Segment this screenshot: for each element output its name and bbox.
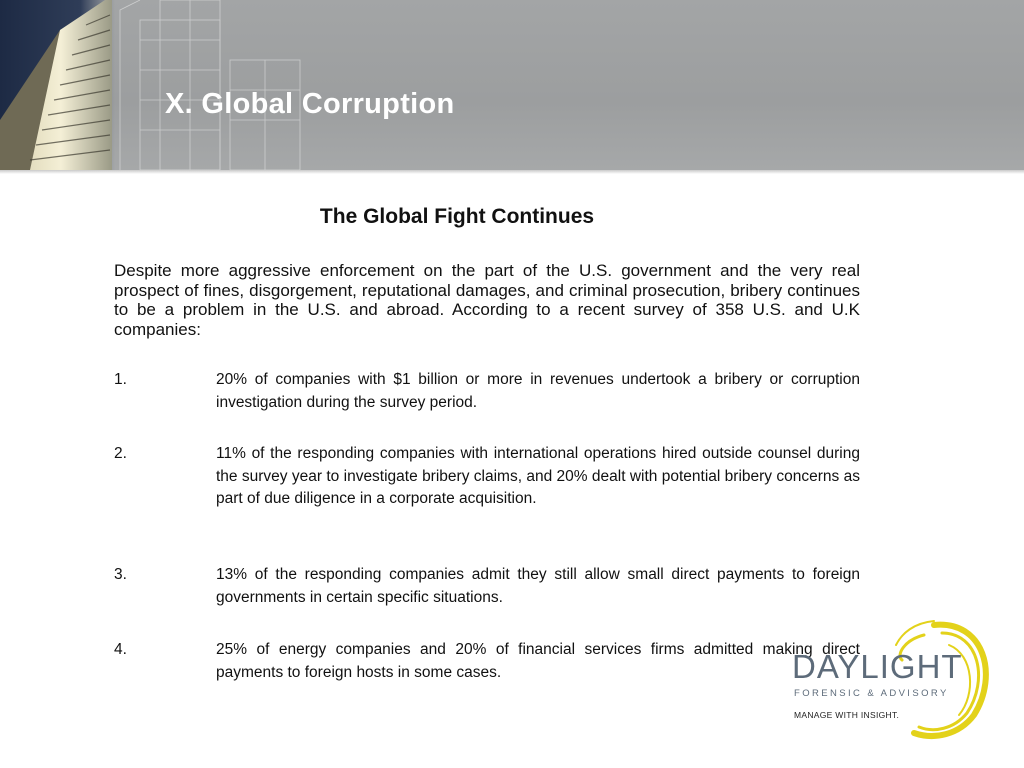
list-item-number: 2. — [114, 445, 127, 462]
daylight-logo — [784, 615, 1004, 740]
slide-title: X. Global Corruption — [165, 88, 455, 120]
list-item-text: 20% of companies with $1 billion or more in revenues undertook a bribery or corruption investigation during the survey period. — [216, 371, 860, 411]
intro-paragraph: Despite more aggressive enforcement on the part of the U.S. government and the very real prospect of fines, disgorgement, reputational damages, and criminal prosecution, bribery continues to be a problem in the U.S. and abroad. According to a recent survey of 358 U.S. and U.K companies: — [114, 261, 860, 339]
list-item-number: 1. — [114, 371, 127, 388]
sun-swirl-icon — [784, 615, 1004, 740]
list-item-text: 13% of the responding companies admit they still allow small direct payments to foreign governments in certain specific situations. — [216, 566, 860, 606]
header-banner — [0, 0, 1024, 170]
list-item-text: 25% of energy companies and 20% of financial services firms admitted making direct payments to foreign hosts in some cases. — [216, 641, 860, 681]
logo-wordmark: DAYLIGHT — [792, 648, 963, 685]
header-divider — [0, 170, 1024, 174]
list-item-text: 11% of the responding companies with international operations hired outside counsel during the survey year to investigate bribery claims, and 20% dealt with potential bribery concerns as part of due diligence in a corporate acquisition. — [216, 445, 860, 507]
list-item-number: 4. — [114, 641, 127, 658]
logo-tagline: MANAGE WITH INSIGHT. — [794, 710, 900, 720]
section-subtitle: The Global Fight Continues — [319, 205, 595, 228]
list-item-number: 3. — [114, 566, 127, 583]
logo-subtitle: FORENSIC & ADVISORY — [794, 688, 949, 699]
skyscraper-image — [0, 0, 330, 170]
